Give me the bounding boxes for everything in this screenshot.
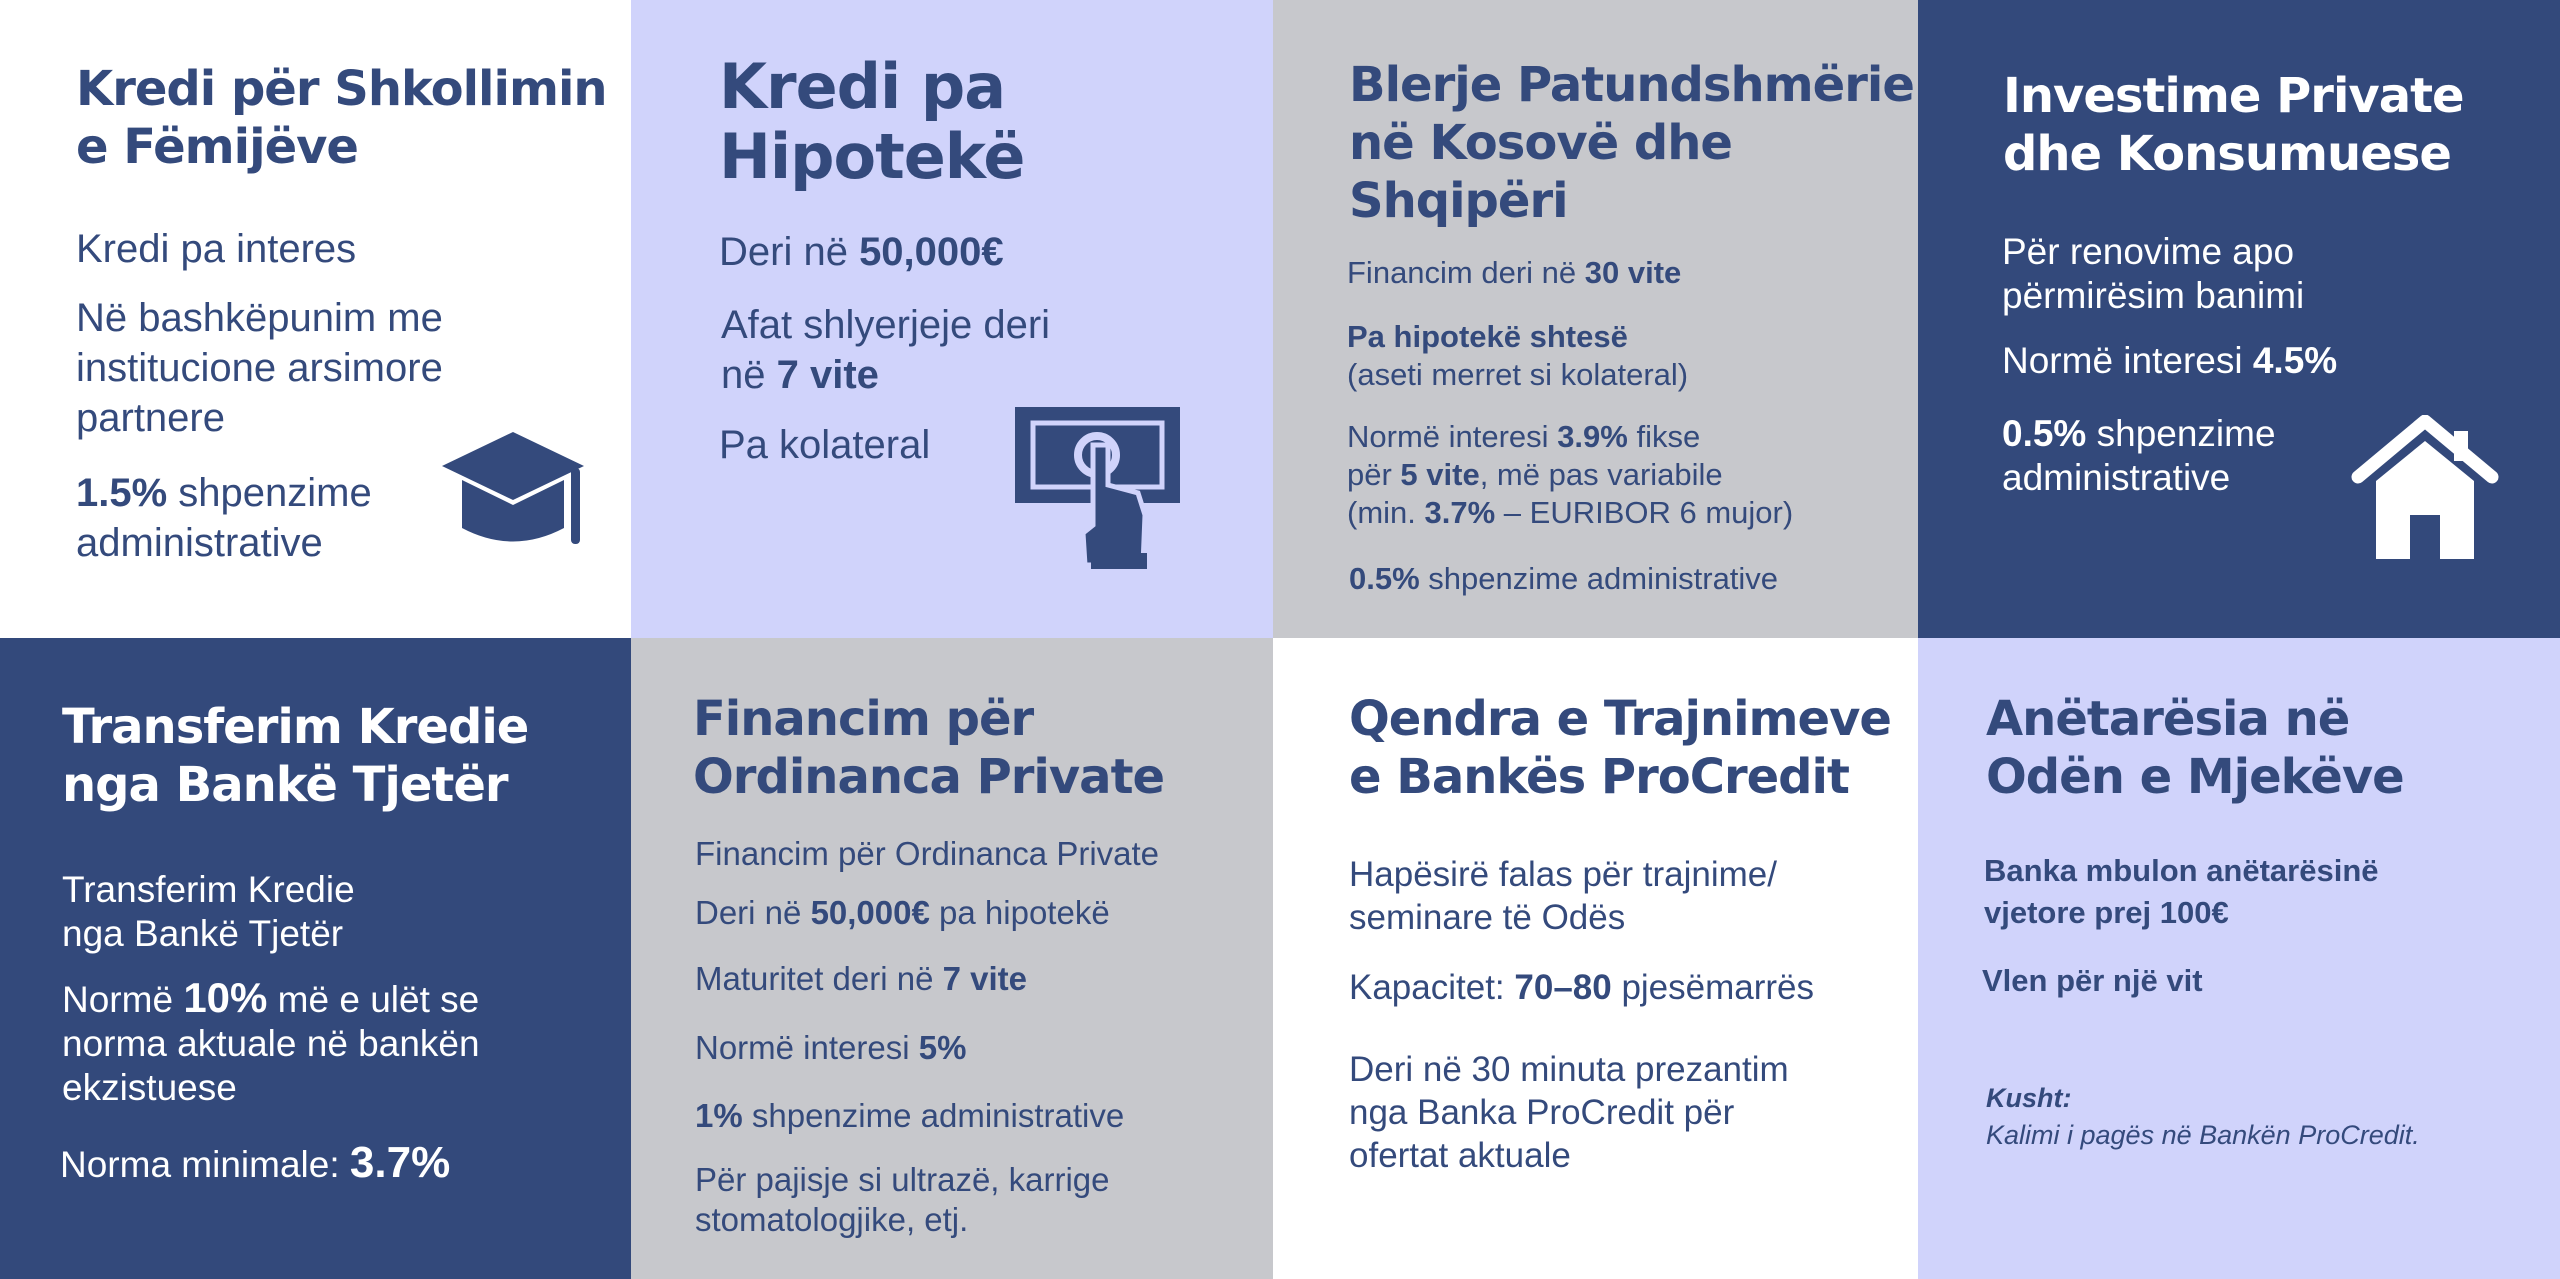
title-line: Ordinanca Private — [693, 749, 1165, 805]
info-line: (aseti merret si kolateral) — [1347, 357, 1689, 392]
info-text — [1349, 561, 1778, 597]
tile-child-education-loan — [0, 0, 631, 638]
info-text: Pa kolateral — [719, 423, 931, 467]
highlight-value: 50,000€ — [859, 230, 1004, 274]
info-line: administrative — [2002, 457, 2231, 498]
info-text — [60, 1138, 450, 1188]
highlight-value: 3.7% — [349, 1138, 451, 1187]
tile-title — [2003, 67, 2464, 183]
tile-title — [719, 52, 1024, 192]
highlight-value: 3.9% — [1557, 419, 1628, 454]
tile-private-clinic-financing — [631, 638, 1273, 1279]
tile-title — [693, 690, 1164, 806]
tile-title — [1986, 690, 2404, 806]
info-line: shpenzime administrative — [1419, 561, 1779, 596]
info-line: Normë interesi — [2002, 340, 2253, 381]
info-text — [695, 894, 1110, 932]
info-line: institucione arsimore — [76, 346, 443, 390]
title-line: Hipotekë — [719, 120, 1025, 193]
tile-title — [76, 60, 607, 176]
info-text — [76, 468, 372, 568]
info-text: Vlen për një vit — [1982, 963, 2203, 998]
highlight-value: 7 vite — [776, 353, 879, 397]
info-text: Kredi pa interes — [76, 227, 357, 271]
info-text — [2002, 230, 2304, 318]
info-line: Për pajisje si ultrazë, karrige — [695, 1161, 1110, 1198]
info-line: Transferim Kredie — [62, 869, 355, 910]
highlight-value: 1.5% — [76, 471, 168, 515]
tile-private-consumer-investments — [1918, 0, 2560, 638]
title-line: Financim për — [693, 691, 1034, 747]
info-line: përmirësim banimi — [2002, 275, 2305, 316]
info-line: Normë — [62, 979, 184, 1020]
info-text — [1347, 318, 1688, 394]
highlight-value: 5% — [918, 1029, 967, 1066]
highlight-value: 50,000€ — [810, 894, 930, 931]
info-line: fikse — [1627, 419, 1701, 454]
title-line: Kredi pa — [719, 50, 1006, 123]
title-line: e Bankës ProCredit — [1349, 749, 1849, 805]
info-line: ekzistuese — [62, 1067, 237, 1108]
highlight-value: 5 vite — [1400, 457, 1480, 492]
info-line: për — [1347, 457, 1401, 492]
info-line: Për renovime apo — [2002, 231, 2295, 272]
info-text — [76, 293, 443, 443]
title-line: në Kosovë dhe — [1349, 115, 1732, 171]
info-line: norma aktuale në bankën — [62, 1023, 480, 1064]
info-line: (min. — [1347, 495, 1425, 530]
tile-real-estate-purchase — [1273, 0, 1918, 638]
info-line: Hapësirë falas për trajnime/ — [1349, 855, 1777, 894]
info-line: partnere — [76, 396, 225, 440]
info-line: Deri në — [695, 894, 811, 931]
info-line: shpenzime — [167, 471, 372, 515]
info-line: shpenzime administrative — [742, 1097, 1125, 1134]
info-line: administrative — [76, 521, 323, 565]
highlight-value: 0.5% — [2002, 413, 2087, 454]
info-line: Banka mbulon anëtarësinë — [1984, 853, 2379, 888]
title-line: e Fëmijëve — [76, 119, 358, 175]
graduation-cap-icon — [440, 430, 586, 555]
highlight-value: 0.5% — [1349, 561, 1420, 596]
info-text — [1349, 853, 1777, 939]
banknote-hand-icon — [1013, 405, 1183, 575]
info-text — [719, 230, 1004, 275]
info-line: nga Banka ProCredit për — [1349, 1093, 1735, 1132]
info-line: Norma minimale: — [60, 1144, 350, 1185]
info-text — [695, 1029, 966, 1067]
info-line: në — [721, 353, 777, 397]
info-line: Afat shlyerjeje deri — [721, 303, 1051, 347]
info-text — [1349, 968, 1814, 1008]
info-line: shpenzime — [2086, 413, 2276, 454]
info-text — [695, 1160, 1110, 1240]
title-line: Transferim Kredie — [62, 699, 529, 755]
info-text — [62, 868, 355, 956]
title-line: nga Bankë Tjetër — [62, 757, 508, 813]
info-text — [2002, 412, 2276, 500]
info-text — [1984, 850, 2379, 934]
highlight-value: 7 vite — [942, 960, 1028, 997]
info-line: Deri në 30 minuta prezantim — [1349, 1050, 1789, 1089]
info-line: Në bashkëpunim me — [76, 296, 443, 340]
info-text — [1347, 418, 1793, 532]
highlight-value: 1% — [695, 1097, 743, 1134]
info-text — [695, 1097, 1124, 1135]
title-line: dhe Konsumuese — [2003, 126, 2451, 182]
tile-loan-transfer — [0, 638, 631, 1279]
tile-doctors-chamber-membership — [1918, 638, 2560, 1279]
info-line: nga Bankë Tjetër — [62, 913, 344, 954]
info-line: Maturitet deri në — [695, 960, 943, 997]
info-line: – EURIBOR 6 mujor) — [1495, 495, 1794, 530]
condition-label: Kusht: — [1986, 1083, 2072, 1113]
info-line: Kalimi i pagës në Bankën ProCredit. — [1986, 1120, 2420, 1150]
title-line: Shqipëri — [1349, 173, 1568, 229]
highlight-value: 70–80 — [1514, 968, 1612, 1007]
highlight-value: 4.5% — [2252, 340, 2338, 381]
title-line: Qendra e Trajnimeve — [1349, 691, 1891, 747]
info-line: më e ulët se — [267, 979, 480, 1020]
info-line: ofertat aktuale — [1349, 1136, 1571, 1175]
info-line: pjesëmarrës — [1611, 968, 1815, 1007]
title-line: Investime Private — [2003, 68, 2464, 124]
highlight-value: 30 vite — [1584, 255, 1682, 290]
highlight-value: Pa hipotekë shtesë — [1347, 319, 1628, 354]
info-text — [721, 300, 1050, 400]
info-text — [1986, 1080, 2420, 1154]
highlight-value: 3.7% — [1424, 495, 1496, 530]
info-line: Normë interesi — [1347, 419, 1558, 454]
info-line: seminare të Odës — [1349, 898, 1626, 937]
info-line: Financim deri në — [1347, 255, 1585, 290]
info-line: pa hipotekë — [929, 894, 1110, 931]
highlight-value: 10% — [183, 974, 268, 1021]
tile-title — [1349, 56, 1914, 230]
tile-title — [62, 698, 528, 814]
info-text — [62, 976, 480, 1110]
info-text: Financim për Ordinanca Private — [695, 835, 1160, 872]
info-text — [1349, 1048, 1789, 1177]
tile-training-center — [1273, 638, 1918, 1279]
info-line: Kapacitet: — [1349, 968, 1515, 1007]
info-line: Normë interesi — [695, 1029, 919, 1066]
tile-title — [1349, 690, 1891, 806]
info-line: Deri në — [719, 230, 860, 274]
info-line: vjetore prej 100€ — [1984, 895, 2229, 930]
title-line: Kredi për Shkollimin — [76, 61, 607, 117]
title-line: Blerje Patundshmërie — [1349, 57, 1914, 113]
info-line: , më pas variabile — [1479, 457, 1723, 492]
house-icon — [2350, 415, 2500, 563]
tile-loan-without-mortgage — [631, 0, 1273, 638]
info-line: stomatologjike, etj. — [695, 1201, 969, 1238]
info-text — [2002, 340, 2337, 382]
title-line: Odën e Mjekëve — [1986, 749, 2404, 805]
info-text — [1347, 255, 1681, 291]
title-line: Anëtarësia në — [1986, 691, 2350, 747]
info-text — [695, 960, 1027, 998]
